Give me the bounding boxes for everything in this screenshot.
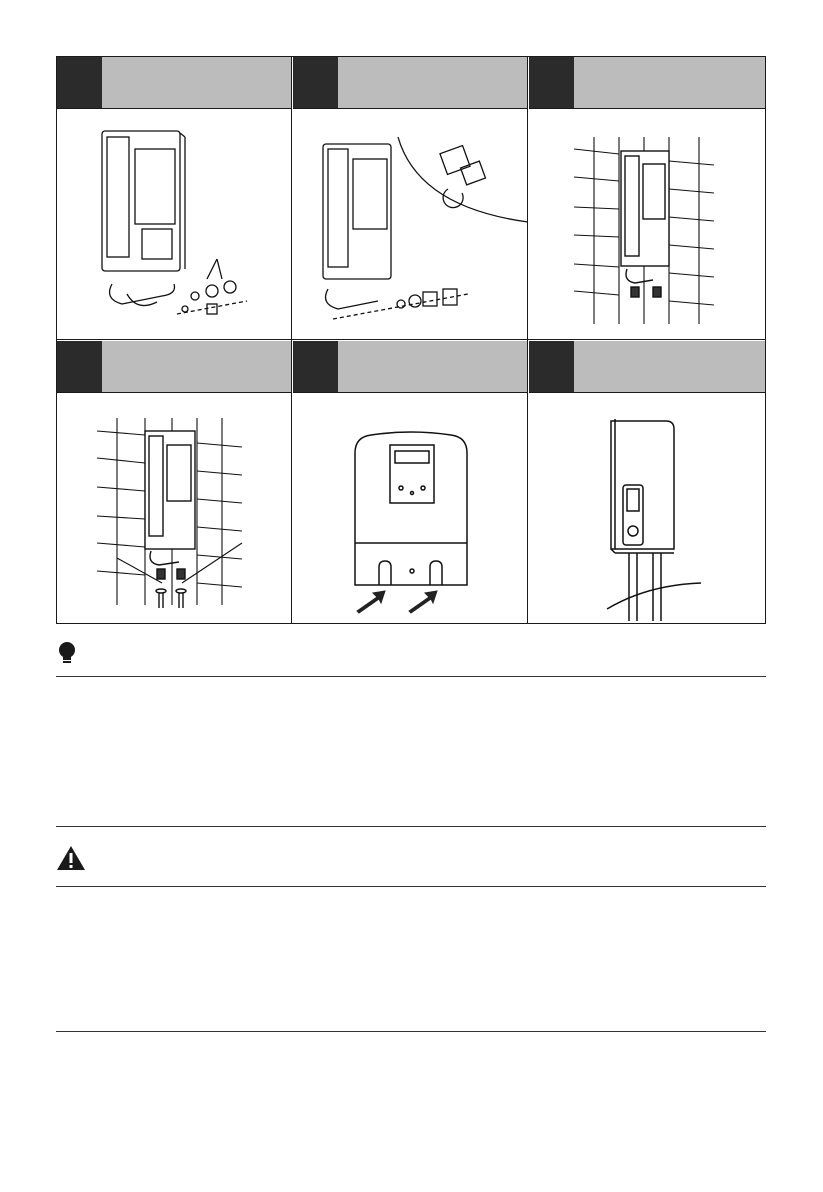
figure-installed-heater: [529, 393, 765, 623]
warning-top-rule: [56, 886, 766, 887]
step-panel-5: [293, 341, 527, 623]
warning-bottom-rule: [56, 1031, 766, 1032]
step-panel-4: [57, 341, 291, 623]
tip-bottom-rule: [56, 826, 766, 827]
step-number-badge: [57, 341, 102, 392]
step-panel-1: [57, 57, 291, 339]
step-header: [529, 341, 765, 393]
figure-slide-on-cover: [293, 393, 527, 623]
step-header: [529, 57, 765, 109]
step-number-badge: [293, 341, 338, 392]
step-header: [293, 341, 527, 393]
step-header: [57, 341, 291, 393]
step-panel-6: [529, 341, 765, 623]
tip-top-rule: [56, 676, 766, 677]
figure-connect-water-pipes: [57, 393, 291, 623]
figure-mount-valve-connectors: [293, 109, 527, 339]
lightbulb-icon: [56, 641, 78, 665]
step-panel-3: [529, 57, 765, 339]
step-panel-2: [293, 57, 527, 339]
warning-icon: [56, 845, 86, 871]
grid-divider: [291, 56, 292, 624]
grid-divider: [56, 339, 766, 340]
step-number-badge: [529, 57, 574, 108]
step-header: [293, 57, 527, 109]
figure-attach-pipe-fittings: [57, 109, 291, 339]
step-header: [57, 57, 291, 109]
step-number-badge: [529, 341, 574, 392]
step-number-badge: [293, 57, 338, 108]
step-number-badge: [57, 57, 102, 108]
figure-position-against-wall-tiles: [529, 109, 765, 339]
grid-divider: [527, 56, 528, 624]
